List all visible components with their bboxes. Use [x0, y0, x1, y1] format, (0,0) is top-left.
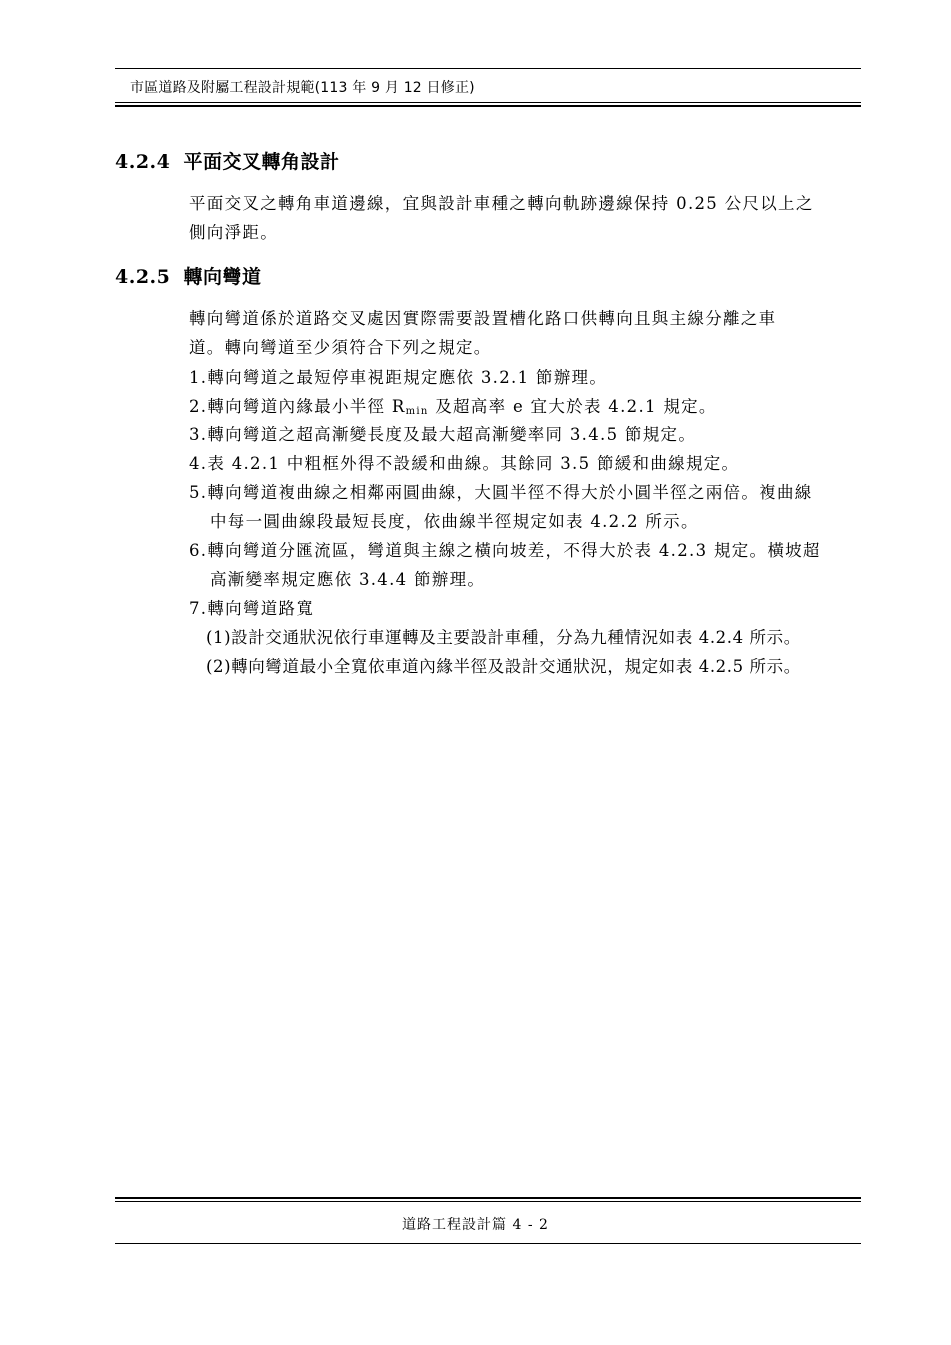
sub-list-item: (1)設計交通狀況依行車運轉及主要設計車種，分為九種情況如表 4.2.4 所示。 [206, 628, 801, 647]
subscript: min [405, 406, 429, 417]
section-heading-4-2-5 [115, 262, 262, 289]
paragraph-line: 轉向彎道係於道路交叉處因實際需要設置槽化路口供轉向且與主線分離之車 [189, 309, 777, 328]
header-bottom-rule-thick [115, 105, 861, 107]
section-heading-4-2-4 [115, 147, 340, 174]
sub-list-item: (2)轉向彎道最小全寬依車道內緣半徑及設計交通狀況，規定如表 4.2.5 所示。 [206, 657, 801, 676]
header-bottom-rule-thin [115, 102, 861, 103]
header-title: 市區道路及附屬工程設計規範(113 年 9 月 12 日修正) [130, 80, 475, 96]
list-item-text: 及超高率 e 宜大於表 4.2.1 規定。 [428, 397, 717, 416]
section-number: 4.2.4 [115, 151, 171, 173]
paragraph-line: 道。轉向彎道至少須符合下列之規定。 [189, 338, 492, 357]
list-item: 7.轉向彎道路寬 [189, 599, 315, 618]
list-item [189, 393, 717, 417]
footer-top-rule-thick [115, 1197, 861, 1199]
paragraph-line: 平面交叉之轉角車道邊線，宜與設計車種之轉向軌跡邊線保持 0.25 公尺以上之 [189, 194, 814, 213]
section-title: 轉向彎道 [183, 266, 262, 288]
header-top-rule [115, 68, 861, 69]
list-item: 3.轉向彎道之超高漸變長度及最大超高漸變率同 3.4.5 節規定。 [189, 425, 697, 444]
footer-top-rule-thin [115, 1201, 861, 1202]
section-title: 平面交叉轉角設計 [183, 151, 340, 173]
list-item: 6.轉向彎道分匯流區，彎道與主線之橫向坡差，不得大於表 4.2.3 規定。橫坡超 [189, 541, 821, 560]
list-item-continuation: 中每一圓曲線段最短長度，依曲線半徑規定如表 4.2.2 所示。 [210, 512, 699, 531]
list-item-text: 2.轉向彎道內緣最小半徑 R [189, 397, 406, 416]
footer-bottom-rule [115, 1243, 861, 1244]
section-number: 4.2.5 [115, 266, 171, 288]
list-item-continuation: 高漸變率規定應依 3.4.4 節辦理。 [210, 570, 486, 589]
paragraph-line: 側向淨距。 [189, 223, 278, 242]
list-item: 1.轉向彎道之最短停車視距規定應依 3.2.1 節辦理。 [189, 368, 608, 387]
list-item: 5.轉向彎道複曲線之相鄰兩圓曲線，大圓半徑不得大於小圓半徑之兩倍。複曲線 [189, 483, 813, 502]
list-item: 4.表 4.2.1 中粗框外得不設緩和曲線。其餘同 3.5 節緩和曲線規定。 [189, 454, 740, 473]
footer-page-label: 道路工程設計篇 4 - 2 [402, 1217, 549, 1233]
